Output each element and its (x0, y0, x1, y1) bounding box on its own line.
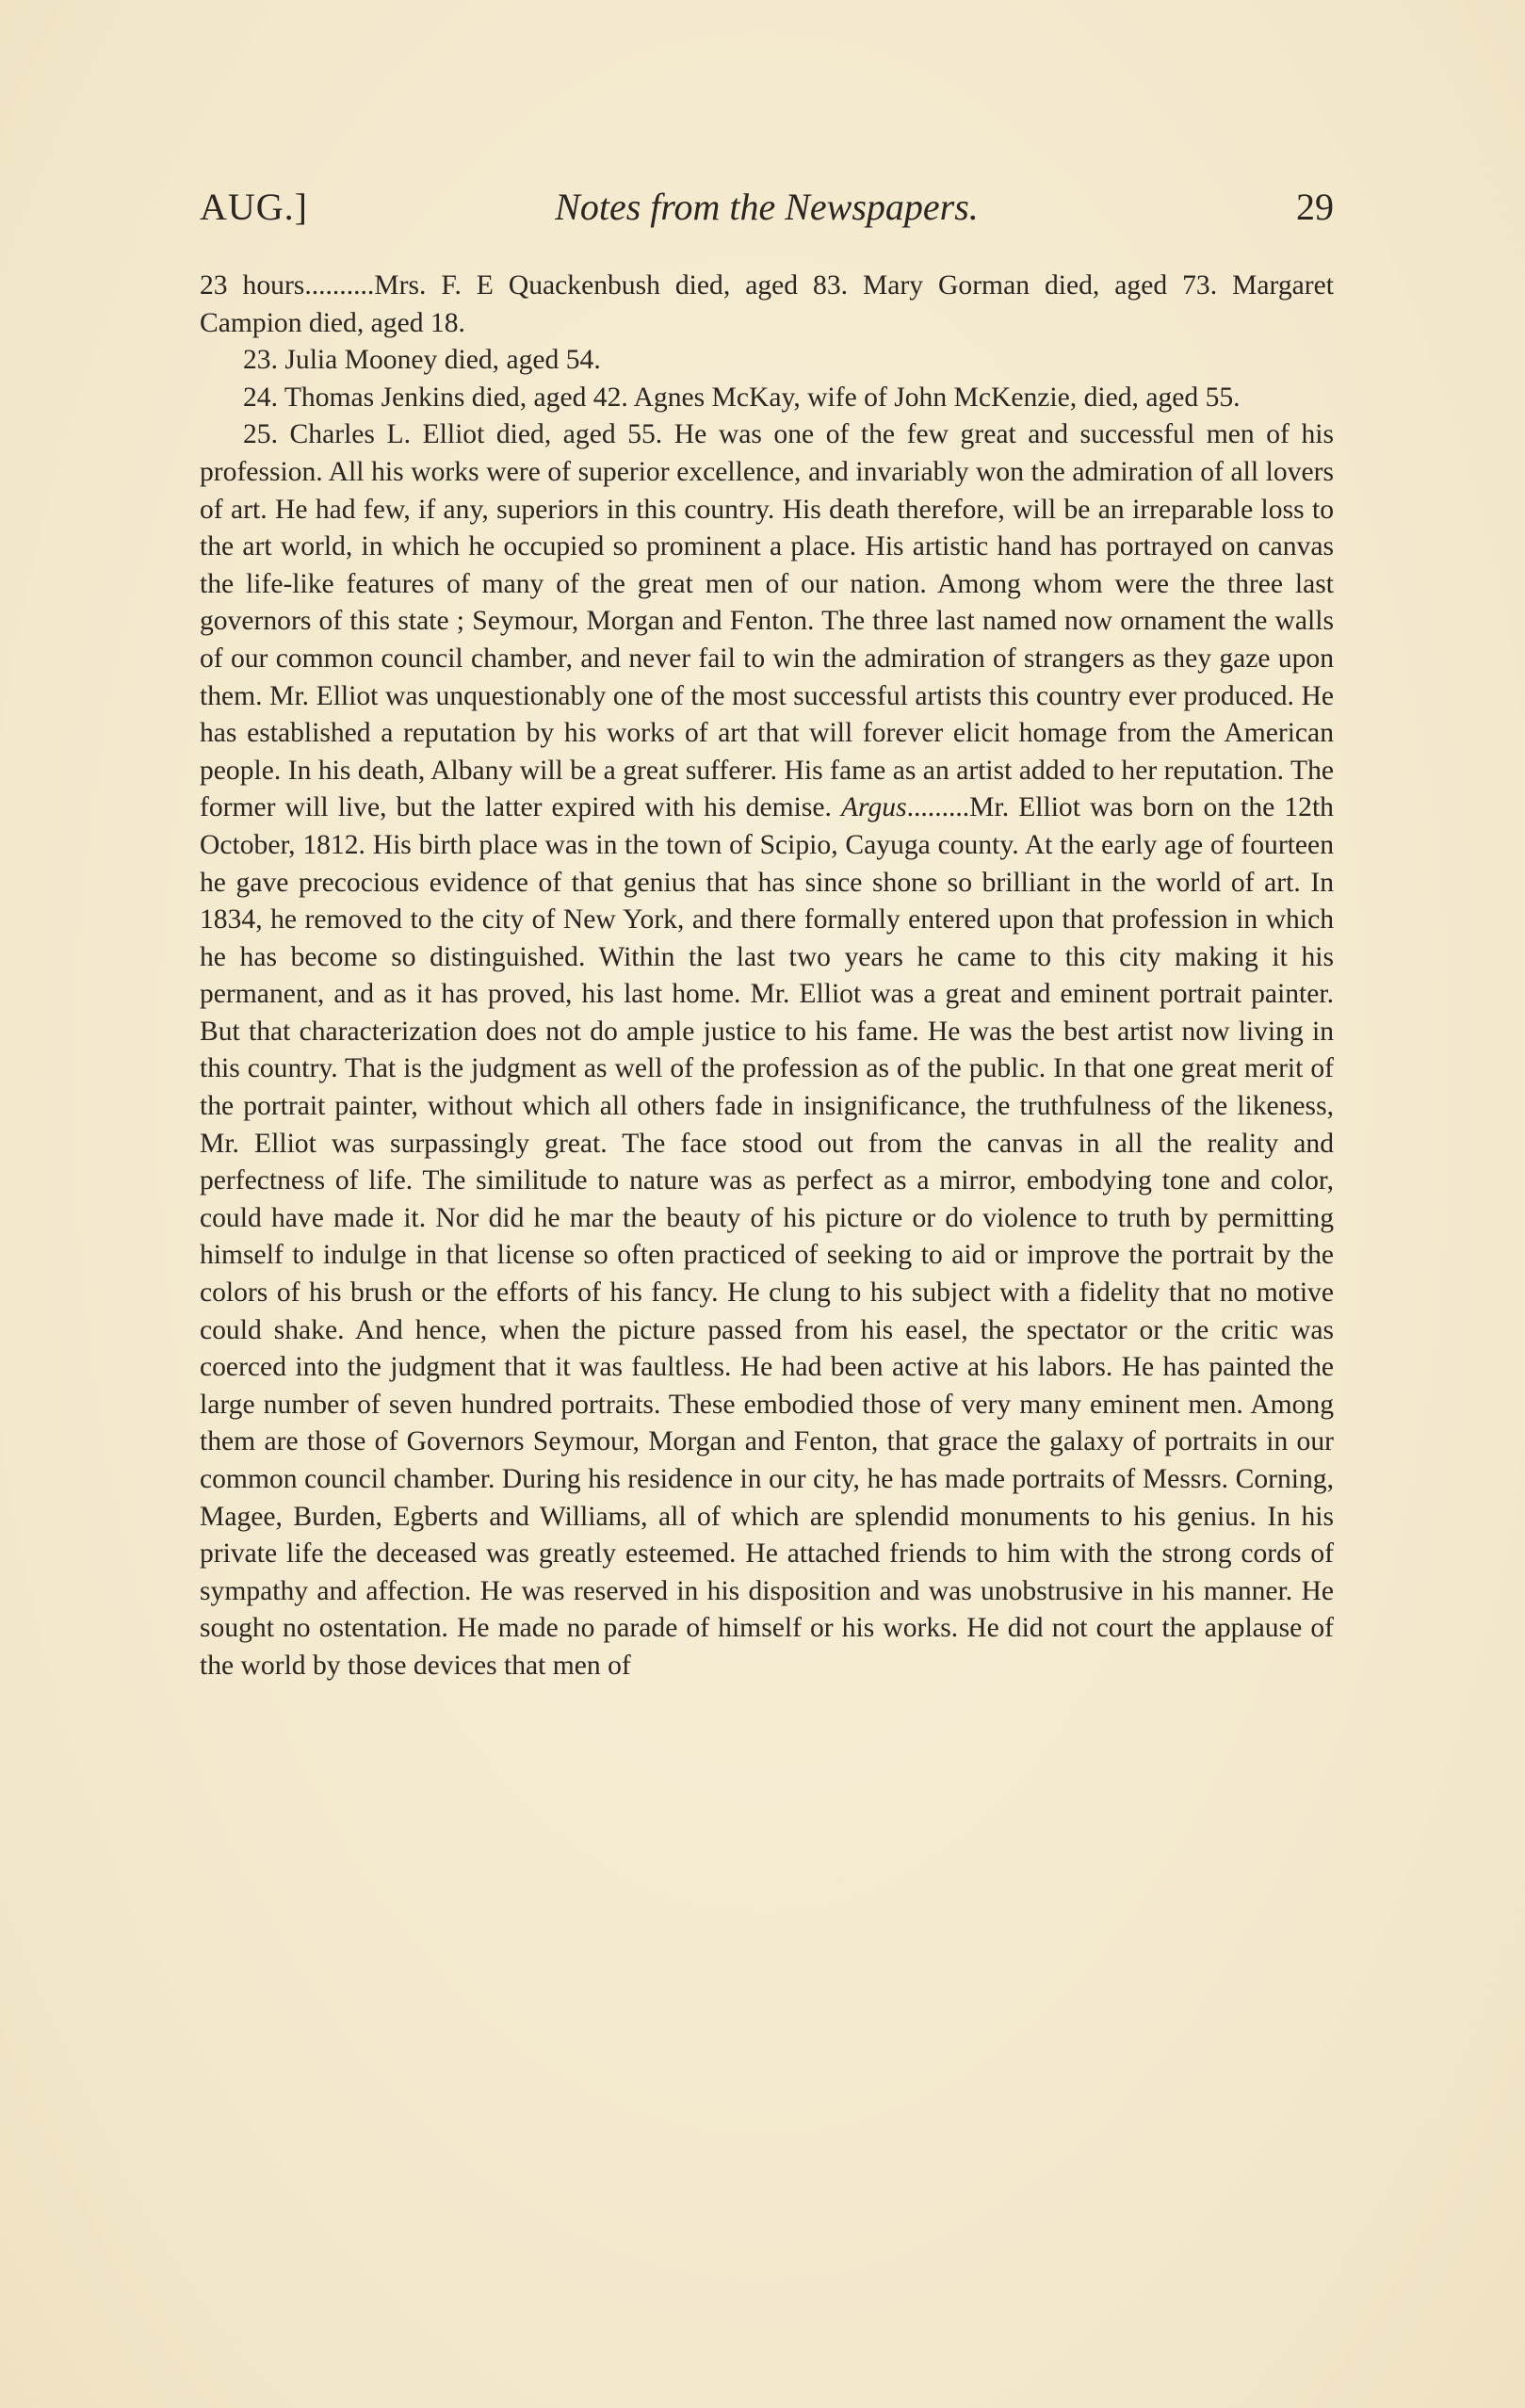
paragraph-1: 23 hours..........Mrs. F. E Quackenbush died, aged 83. Mary Gorman died, aged 73. Margaret Campion died, aged 18. (200, 270, 1334, 338)
article-body (200, 268, 1334, 1685)
paragraph-4-text: 25. Charles L. Elliot died, aged 55. He was one of the few great and successful men of his profession. All his works were of superior excellence, and invariably won the admiration of all lovers of art. He had few, if any, superiors in this country. His death therefore, will be an irreparable loss to the art world, in which he occupied so prominent a place. His artistic hand has portrayed on canvas the life-like features of many of the great men of our nation. Among whom were the three last governors of this state ; Seymour, Morgan and Fenton. The three last named now ornament the walls of our common council chamber, and never fail to win the admiration of strangers as they gaze upon them. Mr. Elliot was unquestionably one of the most successful artists this country ever produced. He has established a reputation by his works of art that will forever elicit homage from the American people. In his death, Albany will be a great sufferer. His fame as an artist added to her reputation. The former will live, but the latter expired with his demise. (200, 419, 1334, 823)
header-title: Notes from the Newspapers. (555, 186, 979, 228)
header-month: AUG.] (200, 186, 308, 228)
page-number: 29 (1296, 186, 1334, 228)
paragraph-3: 24. Thomas Jenkins died, aged 42. Agnes McKay, wife of John McKenzie, died, aged 55. (243, 382, 1241, 413)
paragraph-4-continuation: .........Mr. Elliot was born on the 12th October, 1812. His birth place was in the town of Scipio, Cayuga county. At the early age of fourteen he gave precocious evidence of that genius that has since shone so brilliant in the world of art. In 1834, he removed to the city of New York, and there formally entered upon that profession in which he has become so distinguished. Within the last two years he came to this city making it his permanent, and as it has proved, his last home. Mr. Elliot was a great and eminent portrait painter. But that characterization does not do ample justice to his fame. He was the best artist now living in this country. That is the judgment as well of the profession as of the public. In that one great merit of the portrait painter, without which all others fade in insignificance, the truthfulness of the likeness, Mr. Elliot was surpassingly great. The face stood out from the canvas in all the reality and perfectness of life. The similitude to nature was as perfect as a mirror, embodying tone and color, could have made it. Nor did he mar the beauty of his picture or do violence to truth by permitting himself to indulge in that license so often practiced of seeking to aid or improve the portrait by the colors of his brush or the efforts of his fancy. He clung to his subject with a fidelity that no motive could shake. And hence, when the picture passed from his easel, the spectator or the critic was coerced into the judgment that it was faultless. He had been active at his labors. He has painted the large number of seven hundred portraits. These embodied those of very many eminent men. Among them are those of Governors Seymour, Morgan and Fenton, that grace the galaxy of portraits in our common council chamber. During his residence in our city, he has made portraits of Messrs. Corning, Magee, Burden, Egberts and Williams, all of which are splendid monuments to his genius. In his private life the deceased was greatly esteemed. He attached friends to him with the strong cords of sympathy and affection. He was reserved in his disposition and was unobstrusive in his manner. He sought no ostentation. He made no parade of himself or his works. He did not court the applause of the world by those devices that men of (200, 792, 1334, 1681)
running-header (200, 185, 1334, 237)
paragraph-4 (200, 416, 1334, 1684)
paragraph-2: 23. Julia Mooney died, aged 54. (243, 345, 601, 376)
source-citation: Argus (840, 792, 907, 823)
